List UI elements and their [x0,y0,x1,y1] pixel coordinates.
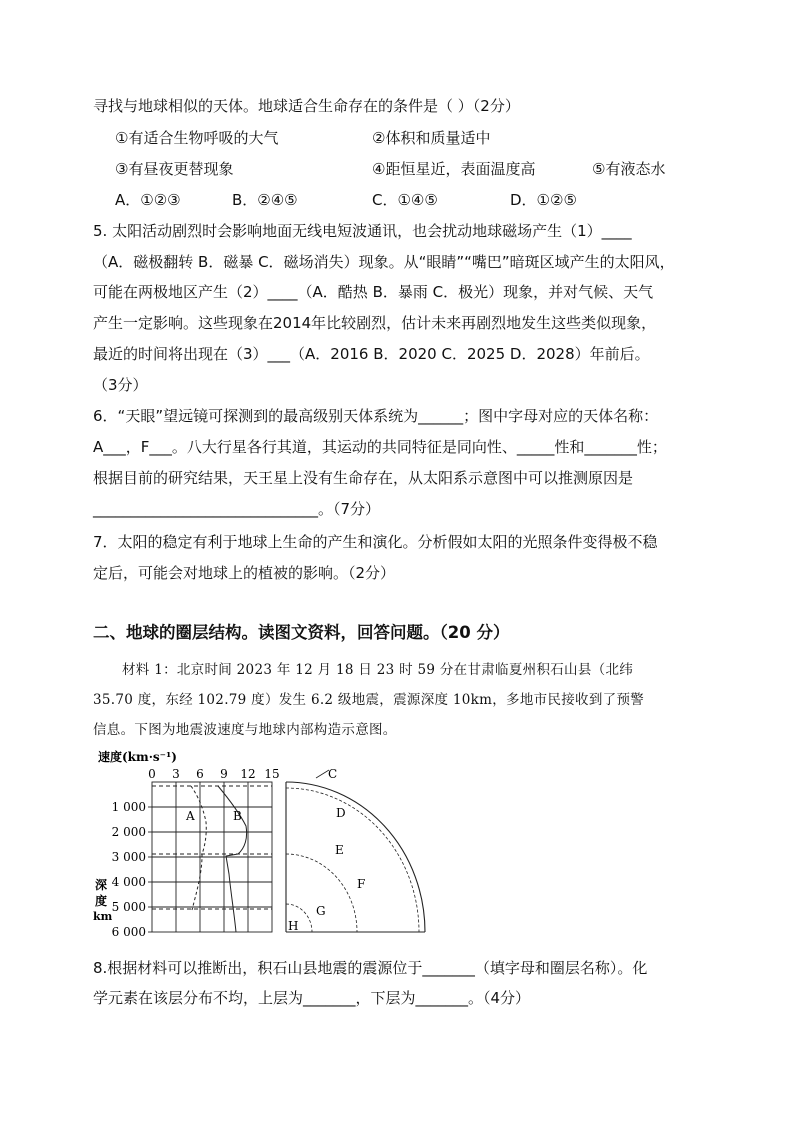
q6-line: 6．“天眼”望远镜可探测到的最高级别天体系统为______；图中字母对应的天体名称： [93,407,659,425]
q4-condition-2: ②体积和质量适中 [372,129,491,147]
q6-line: 根据目前的研究结果，天王星上没有生命存在，从太阳系示意图中可以推测原因是 [93,469,634,487]
depth-tick-label: 3 000 [111,850,146,864]
depth-axis-label: 深 [95,878,108,892]
q7-line: 定后，可能会对地球上的植被的影响。（2分） [93,564,396,582]
discontinuity-lines [152,786,272,909]
speed-depth-grid [148,782,272,932]
layer-label-g: G [316,904,326,918]
depth-tick-label: 2 000 [111,825,146,839]
layer-label-h: H [288,919,299,933]
q5-line: 产生一定影响。这些现象在2014年比较剧烈，估计未来再剧烈地发生这些类似现象， [93,314,657,332]
wave-curve-b [218,786,247,932]
q6-line: A___，F___。八大行星各行其道，其运动的共同特征是同向性、_____性和_______性； [93,438,667,456]
q5-line: （A．磁极翻转 B．磁暴 C．磁场消失）现象。从“眼睛”“嘴巴”暗斑区域产生的太阳风， [93,253,675,271]
q5-line: （3分） [93,376,148,394]
speed-tick-label: 0 [148,767,156,781]
speed-tick-label: 15 [264,767,280,781]
q4-condition-4: ④距恒星近，表面温度高 [372,160,536,178]
q6-line: ______________________________。（7分） [93,500,381,518]
layer-label-e: E [335,843,344,857]
wave-label-b: B [233,809,242,823]
layer-label-f: F [357,877,366,891]
section-heading: 二、地球的圈层结构。读图文资料，回答问题。（20 分） [93,623,510,642]
speed-axis-label: 速度(km·s⁻¹) [98,750,177,764]
speed-tick-label: 12 [240,767,256,781]
layer-label-c: C [328,767,338,781]
material-line: 材料 1：北京时间 2023 年 12 月 18 日 23 时 59 分在甘肃临夏州积石山县（北纬 [122,662,634,678]
q5-line: 最近的时间将出现在（3）___（A．2016 B．2020 C．2025 D．2028）年前后。 [93,345,650,363]
q4-condition-5: ⑤有液态水 [592,160,666,178]
depth-axis-label: 度 [95,894,108,908]
q4-choice-b: B．②④⑤ [232,191,298,209]
q4-condition-3: ③有昼夜更替现象 [115,160,234,178]
material-line: 35.70 度，东经 102.79 度）发生 6.2 级地震，震源深度 10km，多地市民接收到了预警 [93,692,645,708]
material-line: 信息。下图为地震波速度与地球内部构造示意图。 [93,722,397,738]
depth-axis-unit: km [93,910,113,923]
wave-label-a: A [186,809,195,823]
layer-label-d: D [336,806,346,820]
depth-tick-label: 4 000 [111,875,146,889]
depth-tick-label: 6 000 [111,925,146,939]
q5-line: 5. 太阳活动剧烈时会影响地面无线电短波通讯，也会扰动地球磁场产生（1）____ [93,222,632,240]
q4-choice-a: A．①②③ [115,191,181,209]
speed-tick-label: 6 [196,767,204,781]
q8-line: 学元素在该层分布不均，上层为_______，下层为_______。（4分） [93,989,531,1007]
seismic-wave-figure [88,744,438,940]
earth-interior-diagram [286,770,425,932]
q4-choice-c: C．①④⑤ [372,191,438,209]
q5-line: 可能在两极地区产生（2）____（A．酷热 B．暴雨 C．极光）现象，并对气候、天气 [93,283,654,301]
q7-line: 7．太阳的稳定有利于地球上生命的产生和演化。分析假如太阳的光照条件变得极不稳 [93,533,658,551]
speed-tick-label: 9 [220,767,228,781]
wave-curve-a [191,786,206,910]
q4-choice-d: D．①②⑤ [510,191,577,209]
q4-lead: 寻找与地球相似的天体。地球适合生命存在的条件是（ ）（2分） [93,97,520,115]
q8-line: 8.根据材料可以推断出，积石山县地震的震源位于_______（填字母和圈层名称）。化 [93,959,648,977]
q4-condition-1: ①有适合生物呼吸的大气 [115,129,279,147]
speed-tick-label: 3 [172,767,180,781]
depth-tick-label: 1 000 [111,800,146,814]
depth-tick-label: 5 000 [111,900,146,914]
